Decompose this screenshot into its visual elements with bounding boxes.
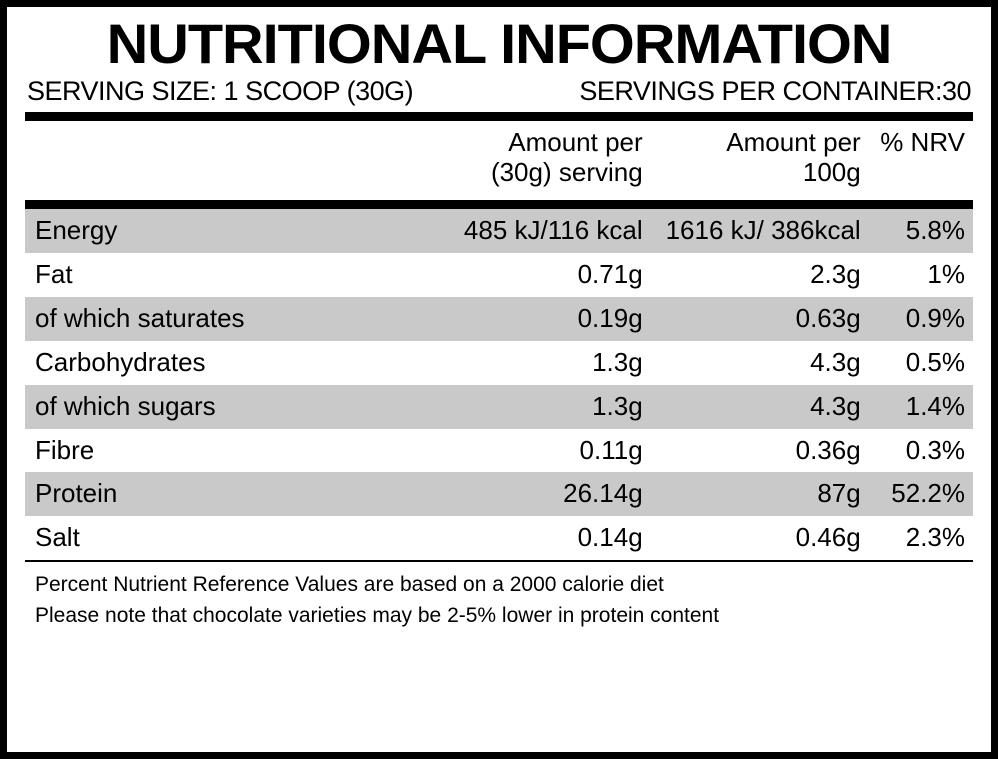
table-row: [25, 209, 973, 253]
servings-per-container-text: SERVINGS PER CONTAINER:30: [579, 75, 971, 106]
cell-nrv: 0.3%: [905, 434, 965, 465]
cell-nrv: 1.4%: [869, 385, 973, 429]
footnote-line-1: Percent Nutrient Reference Values are based on a 2000 calorie diet: [35, 573, 664, 597]
table-row: [25, 253, 973, 297]
cell-amount-per-100g: 4.3g: [651, 385, 869, 429]
table-body: [25, 209, 973, 560]
cell-amount-per-100g: 87g: [651, 472, 869, 516]
page-title: NUTRITIONAL INFORMATION: [106, 12, 892, 75]
cell-amount-per-serving: 1.3g: [592, 346, 643, 377]
cell-nrv: 5.8%: [869, 209, 973, 253]
header-divider-bottom: [25, 200, 973, 209]
cell-nutrient-name: of which saturates: [25, 297, 404, 341]
cell-amount-per-100g: 1616 kJ/ 386kcal: [651, 209, 869, 253]
cell-amount-per-serving: 0.11g: [579, 434, 643, 465]
table-row: [25, 385, 973, 429]
cell-nrv: 1%: [927, 259, 965, 290]
cell-nutrient-name: Energy: [25, 209, 404, 253]
table-header: [25, 121, 973, 198]
cell-amount-per-serving: 0.71g: [577, 259, 643, 290]
column-header-per-serving: [404, 121, 650, 198]
cell-amount-per-serving: 1.3g: [404, 385, 650, 429]
cell-amount-per-serving: 485 kJ/116 kcal: [404, 209, 650, 253]
cell-amount-per-100g: 4.3g: [810, 346, 861, 377]
cell-nutrient-name: Salt: [35, 522, 80, 553]
cell-nrv: 0.5%: [905, 346, 965, 377]
column-header-per-serving-line1: Amount per: [508, 126, 643, 157]
header-divider-top: [25, 112, 973, 121]
cell-nrv: 2.3%: [905, 522, 965, 553]
footnotes: [25, 562, 973, 631]
table-row: [25, 341, 973, 385]
cell-amount-per-100g: 0.36g: [795, 434, 861, 465]
cell-nutrient-name: Fat: [35, 259, 73, 290]
column-header-nutrient: [25, 121, 404, 198]
table-row: [25, 516, 973, 560]
cell-nutrient-name: Carbohydrates: [35, 346, 206, 377]
cell-amount-per-100g: 2.3g: [810, 259, 861, 290]
cell-nutrient-name: Protein: [25, 472, 404, 516]
footnote-line-2: Please note that chocolate varieties may be 2-5% lower in protein content: [35, 603, 720, 627]
nutrition-table: [25, 121, 973, 198]
table-row: [25, 429, 973, 473]
cell-amount-per-serving: 0.14g: [577, 522, 643, 553]
cell-nrv: 52.2%: [869, 472, 973, 516]
serving-info-row: [25, 76, 973, 110]
column-header-per-100g: [651, 121, 869, 198]
column-header-per-100g-line1: Amount per: [726, 126, 861, 157]
table-row: [25, 297, 973, 341]
nutrition-values-table: [25, 209, 973, 560]
cell-nutrient-name: Fibre: [35, 434, 95, 465]
cell-amount-per-serving: 26.14g: [404, 472, 650, 516]
cell-amount-per-100g: 0.46g: [795, 522, 861, 553]
column-header-per-100g-line2: 100g: [802, 157, 861, 188]
table-row: [25, 472, 973, 516]
cell-amount-per-serving: 0.19g: [404, 297, 650, 341]
column-header-per-serving-line2: (30g) serving: [490, 157, 643, 188]
column-header-nrv: % NRV: [880, 126, 965, 157]
table-header-row: [25, 121, 973, 198]
cell-amount-per-100g: 0.63g: [651, 297, 869, 341]
serving-size-text: SERVING SIZE: 1 SCOOP (30G): [27, 75, 414, 106]
cell-nrv: 0.9%: [869, 297, 973, 341]
cell-nutrient-name: of which sugars: [25, 385, 404, 429]
